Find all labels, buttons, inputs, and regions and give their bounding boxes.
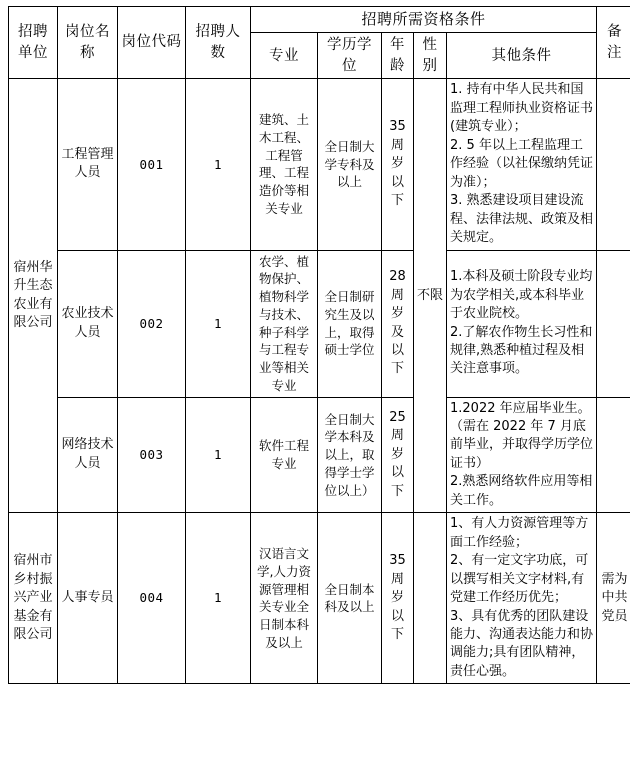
cell-remark (597, 397, 630, 513)
condition-line: 1、有人力资源管理等方面工作经验； (450, 516, 589, 550)
header-other-conditions: 其他条件 (447, 33, 597, 79)
header-job-code: 岗位代码 (118, 7, 186, 79)
table-row (9, 513, 630, 684)
header-unit: 招聘单位 (9, 7, 58, 79)
condition-line: 3. 熟悉建设项目建设流程、法律法规、政策及相关规定。 (450, 193, 594, 246)
cell-degree: 全日制本科及以上 (318, 513, 382, 684)
header-gender: 性别 (414, 33, 447, 79)
header-row-top (9, 7, 630, 33)
cell-job-name: 网络技术人员 (58, 397, 118, 513)
cell-other-conditions (447, 79, 597, 250)
header-job-name: 岗位名称 (58, 7, 118, 79)
cell-headcount: 1 (186, 250, 251, 397)
cell-job-code: 004 (118, 513, 186, 684)
condition-line: 2.了解农作物生长习性和规律,熟悉种植过程及相关注意事项。 (450, 324, 593, 377)
cell-other-conditions (447, 397, 597, 513)
table-row (9, 397, 630, 513)
cell-job-code: 001 (118, 79, 186, 250)
cell-major: 建筑、土木工程、工程管理、工程造价等相关专业 (251, 79, 318, 250)
condition-line: 1.本科及硕士阶段专业均为农学相关,或本科毕业于农业院校。 (450, 269, 593, 322)
cell-job-name: 人事专员 (58, 513, 118, 684)
cell-degree: 全日制大学专科及以上 (318, 79, 382, 250)
condition-line: 1.2022 年应届毕业生。（需在 2022 年 7 月底前毕业，并取得学历学位证书） (450, 400, 594, 471)
cell-remark (597, 79, 630, 250)
cell-unit: 宿州华升生态农业有限公司 (9, 79, 58, 513)
cell-degree: 全日制大学本科及以上，取得学士学位以上） (318, 397, 382, 513)
cell-job-name: 农业技术人员 (58, 250, 118, 397)
cell-degree: 全日制研究生及以上，取得硕士学位 (318, 250, 382, 397)
cell-remark: 需为中共党员 (597, 513, 630, 684)
cell-other-conditions (447, 250, 597, 397)
cell-job-name: 工程管理人员 (58, 79, 118, 250)
header-headcount: 招聘人数 (186, 7, 251, 79)
cell-remark (597, 250, 630, 397)
cell-headcount: 1 (186, 79, 251, 250)
condition-line: 2.熟悉网络软件应用等相关工作。 (450, 474, 593, 508)
table-row (9, 250, 630, 397)
cell-job-code: 002 (118, 250, 186, 397)
header-age: 年龄 (382, 33, 414, 79)
header-degree: 学历学位 (318, 33, 382, 79)
cell-major: 农学、植物保护、植物科学与技术、种子科学与工程专业等相关专业 (251, 250, 318, 397)
cell-age: 28周岁及以下 (382, 250, 414, 397)
cell-age: 35周岁以下 (382, 513, 414, 684)
cell-headcount: 1 (186, 513, 251, 684)
condition-line: 3、具有优秀的团队建设能力、沟通表达能力和协调能力;具有团队精神，责任心强。 (450, 608, 594, 679)
recruitment-table (8, 6, 630, 684)
cell-unit: 宿州市乡村振兴产业基金有限公司 (9, 513, 58, 684)
cell-job-code: 003 (118, 397, 186, 513)
cell-headcount: 1 (186, 397, 251, 513)
cell-age: 35周岁以下 (382, 79, 414, 250)
header-qualifications-group: 招聘所需资格条件 (251, 7, 597, 33)
cell-gender: 不限 (414, 79, 447, 513)
cell-major: 汉语言文学,人力资源管理相关专业全日制本科及以上 (251, 513, 318, 684)
header-remark: 备注 (597, 7, 630, 79)
cell-major: 软件工程专业 (251, 397, 318, 513)
condition-line: 1. 持有中华人民共和国监理工程师执业资格证书(建筑专业）； (450, 82, 594, 135)
table-body (9, 79, 630, 684)
header-major: 专业 (251, 33, 318, 79)
cell-age: 25周岁以下 (382, 397, 414, 513)
table-header (9, 7, 630, 79)
table-row (9, 79, 630, 250)
condition-line: 2. 5 年以上工程监理工作经验（以社保缴纳凭证为准）； (450, 137, 594, 190)
condition-line: 2、有一定文字功底，可以撰写相关文字材料,有党建工作经历优先； (450, 553, 589, 606)
cell-gender (414, 513, 447, 684)
cell-other-conditions (447, 513, 597, 684)
